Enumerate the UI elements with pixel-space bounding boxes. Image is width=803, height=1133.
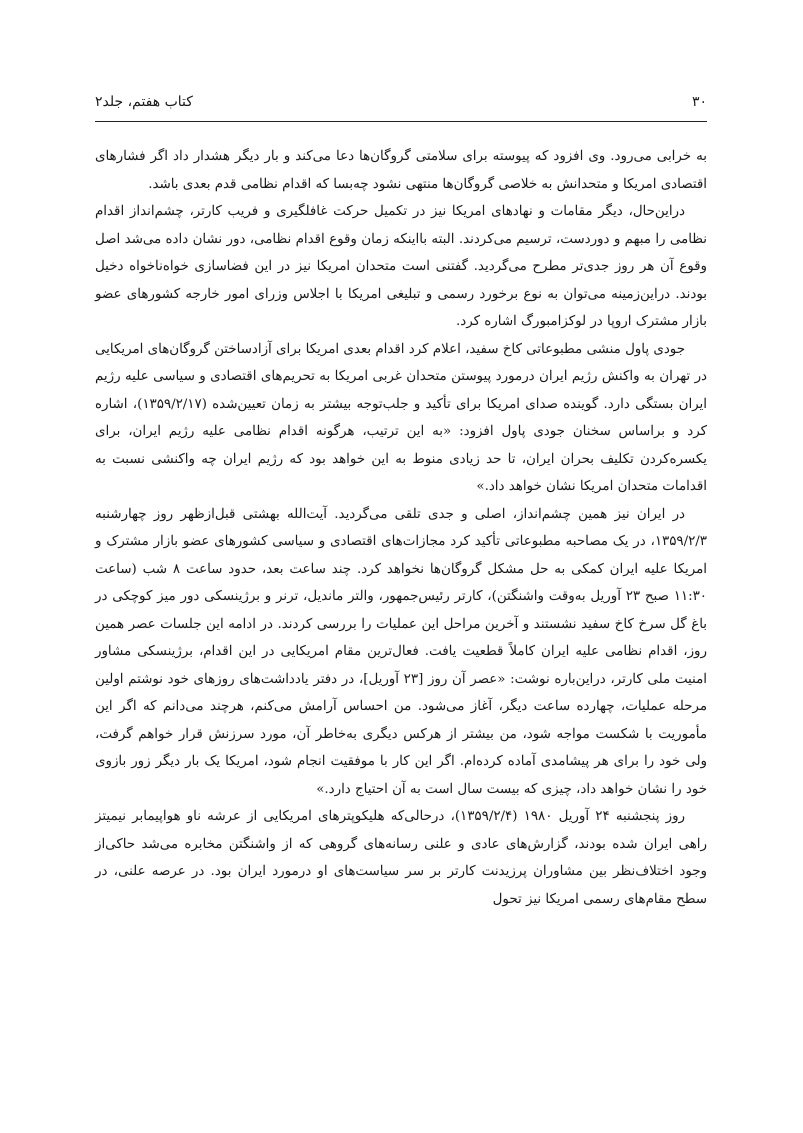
running-header (95, 90, 707, 114)
paragraph: روز پنجشنبه ۲۴ آوریل ۱۹۸۰ (۱۳۵۹/۲/۴)، درحالی‌که هلیکوپترهای امریکایی از عرشه ناو هواپیمابر نیمیتز راهی ایران شده بودند، گزارش‌های عادی و علنی رسانه‌های گروهی که از واشنگتن مخابره می‌شد حاکی‌از وجود اختلاف‌نظر بین مشاوران پرزیدنت کارتر بر سر سیاست‌های او درمورد ایران بود. در عرصه علنی، در سطح مقام‌های رسمی امریکا نیز تحول (95, 809, 707, 907)
paragraph: جودی پاول منشی مطبوعاتی کاخ سفید، اعلام کرد اقدام بعدی امریکا برای آزادساختن گروگان‌های امریکایی در تهران به واکنش رژیم ایران درمورد پیوستن متحدان غربی امریکا به تحریم‌های اقتصادی و سیاسی علیه رژیم ایران بستگی دارد. گوینده صدای امریکا برای تأکید و جلب‌توجه بیشتر به زمان تعیین‌شده (۱۳۵۹/۲/۱۷)، اشاره کرد و براساس سخنان جودی پاول افزود: «به این ترتیب، هرگونه اقدام نظامی علیه رژیم ایران، برای یکسره‌کردن تکلیف بحران ایران، تا حد زیادی منوط به این خواهد بود که رژیم ایران چه واکنشی نسبت به اقدامات متحدان امریکا نشان خواهد داد.» (95, 341, 707, 494)
book-title: کتاب هفتم، جلد۲ (95, 94, 193, 110)
paragraph: در ایران نیز همین چشم‌انداز، اصلی و جدی تلقی می‌گردید. آیت‌الله بهشتی قبل‌ازظهر روز چهارشنبه ۱۳۵۹/۲/۳، در یک مصاحبه مطبوعاتی تأکید کرد مجازات‌های اقتصادی و سیاسی کشورهای عضو بازار مشترک و امریکا علیه ایران کمکی به حل مشکل گروگان‌ها نخواهد کرد. چند ساعت بعد، حدود ساعت ۸ شب (ساعت ۱۱:۳۰ صبح ۲۳ آوریل به‌وقت واشنگتن)، کارتر رئیس‌جمهور، والتر ماندیل، ترنر و برژینسکی دور میز کوچکی در باغ گل سرخ کاخ سفید نشستند و آخرین مراحل این عملیات را بررسی کردند. در ادامه این جلسات عصر همین روز، اقدام نظامی علیه ایران کاملاً قطعیت یافت. فعال‌ترین مقام امریکایی در این اقدام، برژینسکی مشاور امنیت ملی کارتر، دراین‌باره نوشت: «عصر آن روز [۲۳ آوریل]، در دفتر یادداشت‌های روزهای خود نوشتم اولین مرحله عملیات، چهارده ساعت دیگر، آغاز می‌شود. من احساس آرامش می‌کنم، هرچند می‌دانم که اگر این مأموریت با شکست مواجه شود، من بیشتر از هرکس دیگری به‌خاطر آن، مورد سرزنش قرار خواهم گرفت، ولی خود را برای هر پیشامدی آماده کرده‌ام. اگر این کار با موفقیت انجام شود، امریکا یک بار دیگر زور بازوی خود را نشان خواهد داد، چیزی که بیست سال است به آن احتیاج دارد.» (95, 506, 707, 797)
page-number: ۳۰ (691, 94, 707, 110)
body-text (95, 143, 707, 913)
paragraph: به خرابی می‌رود. وی افزود که پیوسته برای سلامتی گروگان‌ها دعا می‌کند و بار دیگر هشدار داد اگر فشارهای اقتصادی امریکا و متحدانش به خلاصی گروگان‌ها منتهی نشود چه‌بسا که اقدام نظامی قدم بعدی باشد. (95, 149, 707, 192)
paragraph: دراین‌حال، دیگر مقامات و نهادهای امریکا نیز در تکمیل حرکت غافلگیری و فریب کارتر، چشم‌انداز اقدام نظامی را مبهم و دوردست، ترسیم می‌کردند. البته بااینکه زمان وقوع اقدام نظامی، دور نشان داده می‌شد اصل وقوع آن هر روز جدی‌تر مطرح می‌گردید. گفتنی است متحدان امریکا نیز در این فضاسازی خواه‌ناخواه دخیل بودند. دراین‌زمینه می‌توان به نوع برخورد رسمی و تبلیغی امریکا با اجلاس وزرای امور خارجه کشورهای عضو بازار مشترک اروپا در لوکزامبورگ اشاره کرد. (95, 204, 707, 329)
header-divider (95, 121, 707, 122)
